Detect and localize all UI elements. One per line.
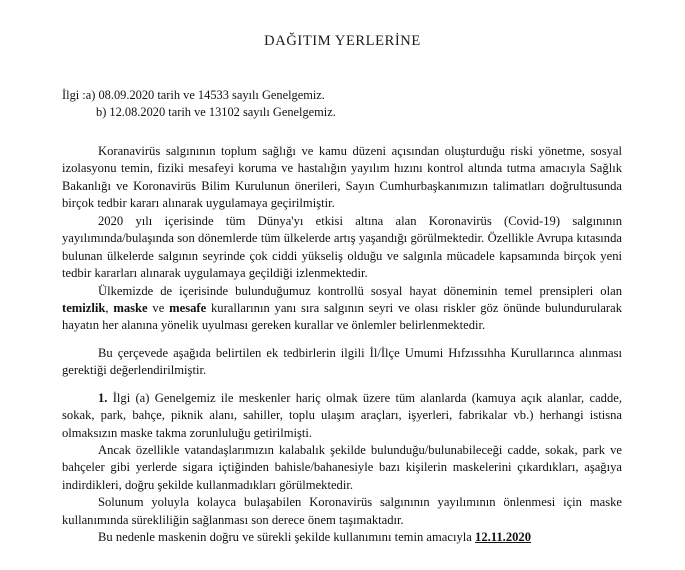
text-run: Ülkemizde de içerisinde bulunduğumuz kontrollü sosyal hayat döneminin temel prensipleri olan [98, 283, 622, 298]
paragraph-8 [62, 529, 622, 546]
paragraph-3 [62, 283, 622, 335]
paragraph-4: Bu çerçevede aşağıda belirtilen ek tedbirlerin ilgili İl/İlçe Umumi Hıfzıssıhha Kurullarınca alınması gerektiği değerlendirilmiştir. [62, 345, 622, 378]
emphasis-bold: mesafe [169, 300, 207, 315]
text-run: , [105, 300, 114, 315]
text-run: Bu nedenle maskenin doğru ve sürekli şekilde kullanımını temin amacıyla [98, 530, 476, 545]
paragraph-2: 2020 yılı içerisinde tüm Dünya'yı etkisi altına alan Koronavirüs (Covid-19) salgınının yayılımında/bulaşında son dönemlerde tüm ülkelerde artış yaşandığı görülmektedir. Özellikle Avrupa kıtasında bulunan ülkelerde salgının seyrinde çok ciddi yükseliş olduğu ve salgınla mücadele kapsamında birçok yeni tedbir kararları alınarak uygulamaya geçildiği izlenmektedir. [62, 213, 622, 281]
reference-line-a [62, 87, 685, 104]
reference-item-b: b) 12.08.2020 tarih ve 13102 sayılı Genelgemiz. [96, 104, 336, 119]
emphasis-bold-underline: 12.11.2020 [475, 530, 532, 545]
text-run: kurallarının yanı sıra salgının seyri ve olası riskler göz önünde bulundurularak hayatın her alanına yönelik uyulması gereken kurallar ve önlemler belirlenmektedir. [62, 300, 623, 333]
emphasis-bold: maske [113, 300, 148, 315]
paragraph-1: Koranavirüs salgınının toplum sağlığı ve kamu düzeni açısından oluşturduğu riski yönetme, sosyal izolasyonu temin, fiziki mesafeyi koruma ve hastalığın yayılım hızını kontrol altında tutma amacıyla Sağlık Bakanlığı ve Koronavirüs Bilim Kurulunun önerileri, Sayın Cumhurbaşkanımızın talimatları doğrultusunda birçok tedbir kararı alınarak uygulamaya geçirilmiştir. [62, 144, 622, 211]
reference-line-b [62, 104, 685, 121]
reference-item-a: a) 08.09.2020 tarih ve 14533 sayılı Genelgemiz. [85, 88, 325, 102]
emphasis-bold: temizlik [62, 300, 106, 315]
emphasis-bold: 1. [98, 390, 108, 405]
paragraph-6: Ancak özellikle vatandaşlarımızın kalabalık şekilde bulunduğu/bulunabileceği cadde, sokak, park ve bahçeler gibi yerlerde sigara içtiğinden bahisle/bahanesiyle bazı kişilerin maskelerini çıkardıkları, aşağıya indirdikleri, doğru şekilde kullanmadıkları görülmektedir. [62, 443, 622, 492]
reference-block [0, 50, 685, 120]
text-run: İlgi (a) Genelgemiz ile meskenler hariç olmak üzere tüm alanlarda (kamuya açık alanlar, cadde, sokak, park, bahçe, piknik alanı, sahiller, toplu ulaşım araçları, işyerleri, fabrikalar vb.) herhangi istisna olmaksızın maske takma zorunluluğu getirilmişti. [62, 390, 622, 440]
document-body [0, 120, 685, 547]
text-run: ve [147, 300, 170, 315]
paragraph-7: Solunum yoluyla kolayca bulaşabilen Koronavirüs salgınının yayılımının önlenmesi için maske kullanımında sürekliliğin sağlanması son derece önem taşımaktadır. [62, 495, 622, 527]
reference-label: İlgi : [62, 88, 86, 102]
paragraph-5-item-1 [62, 390, 622, 442]
page-title: DAĞITIM YERLERİNE [264, 33, 421, 49]
